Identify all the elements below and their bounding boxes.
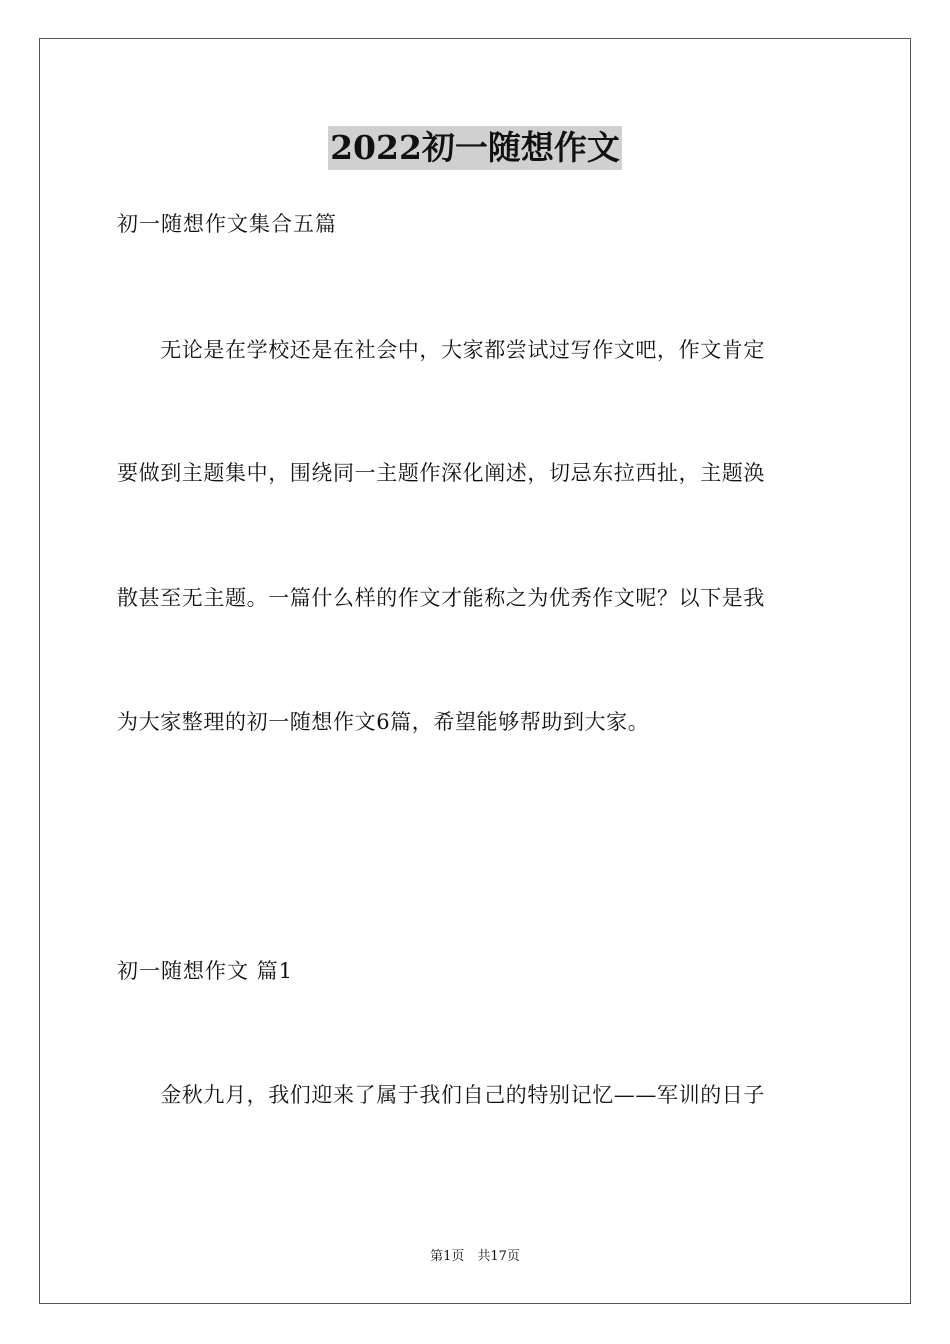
intro-line: 散甚至无主题。一篇什么样的作文才能称之为优秀作文呢？以下是我 [117,586,765,610]
section-line: 金秋九月，我们迎来了属于我们自己的特别记忆——军训的日子 [117,1083,765,1107]
intro-line: 要做到主题集中，围绕同一主题作深化阐述，切忌东拉西扯，主题涣 [117,461,765,485]
document-subtitle: 初一随想作文集合五篇 [117,212,337,236]
intro-line: 无论是在学校还是在社会中，大家都尝试过写作文吧，作文肯定 [117,338,765,362]
section-heading: 初一随想作文 篇1 [117,959,294,983]
page-footer: 第1页 共17页 [430,1249,520,1264]
document-title: 2022初一随想作文 [328,126,622,170]
document-title-container [0,126,950,170]
intro-line: 为大家整理的初一随想作文6篇，希望能够帮助到大家。 [117,710,650,734]
